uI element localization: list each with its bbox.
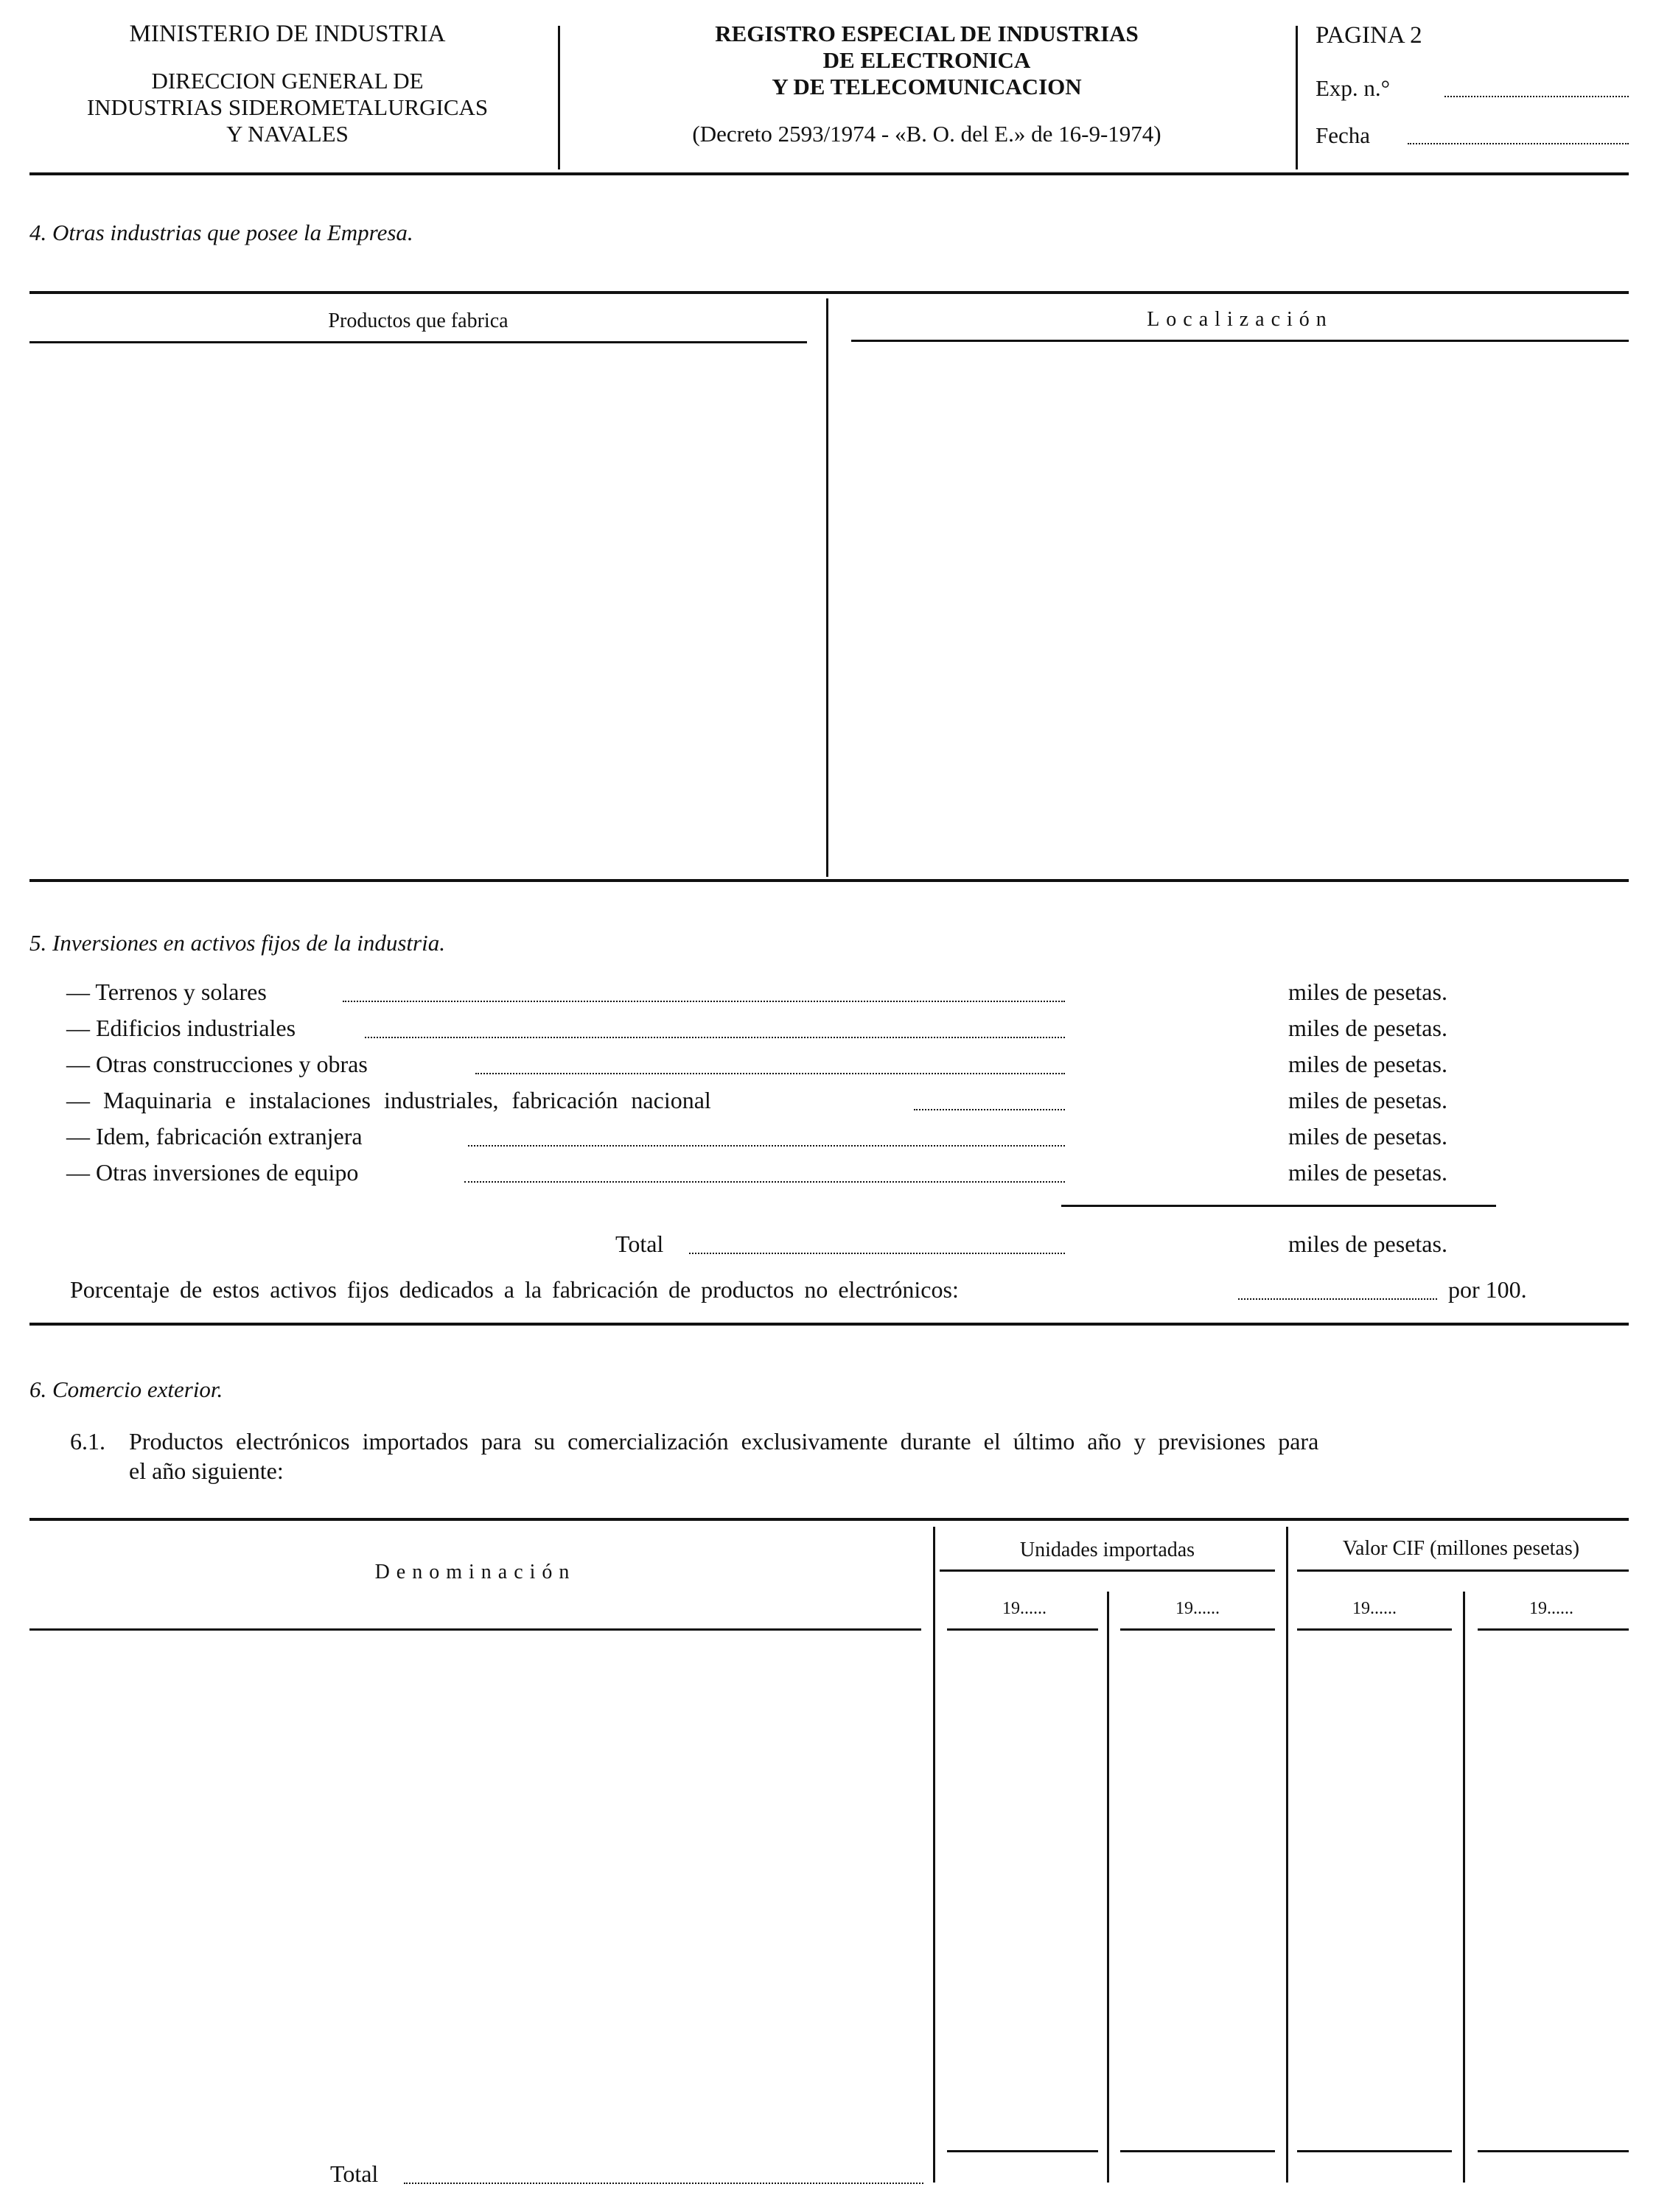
section-4-bottom-rule — [29, 879, 1629, 882]
imports-total-leader — [404, 2183, 923, 2184]
investment-value-field[interactable] — [468, 1145, 1065, 1147]
imports-total-label: Total — [330, 2160, 379, 2187]
percentage-value-field[interactable] — [1238, 1298, 1437, 1300]
total-sum-rule — [1061, 1205, 1496, 1207]
total-unit: miles de pesetas. — [1288, 1231, 1447, 1257]
investment-label: — Otras construcciones y obras — [66, 1051, 368, 1077]
header-rule — [29, 172, 1629, 175]
products-input-area[interactable] — [29, 346, 818, 873]
total-value-field[interactable] — [689, 1253, 1065, 1254]
year-value-1-rule — [1297, 1628, 1452, 1631]
subsection-text-line-1: Productos electrónicos importados para su comercialización exclusivamente durante el último año y previsiones para — [129, 1428, 1319, 1455]
investment-label: — Otras inversiones de equipo — [66, 1159, 359, 1186]
value-header-rule — [1297, 1569, 1629, 1572]
value-year-divider — [1463, 1592, 1465, 2183]
section-4-title: 4. Otras industrias que posee la Empresa. — [29, 220, 413, 245]
section-4-table-top-rule — [29, 291, 1629, 294]
section-6-title: 6. Comercio exterior. — [29, 1376, 223, 1402]
investment-label: — Terrenos y solares — [66, 979, 267, 1005]
decree-reference: (Decreto 2593/1974 - «B. O. del E.» de 16-9-1974) — [692, 121, 1161, 147]
products-header-rule — [29, 341, 807, 343]
investment-value-field[interactable] — [475, 1073, 1065, 1074]
fecha-label: Fecha — [1316, 122, 1371, 148]
register-title-1: REGISTRO ESPECIAL DE INDUSTRIAS — [715, 21, 1139, 46]
column-header-cif-value: Valor CIF (millones pesetas) — [1342, 1537, 1580, 1560]
year-units-1-rule — [947, 1628, 1098, 1631]
investment-value-field[interactable] — [343, 1001, 1065, 1002]
investment-label: — Maquinaria e instalaciones industriales, fabricación nacional — [66, 1087, 711, 1113]
fecha-field[interactable] — [1408, 143, 1629, 144]
year-units-2-rule — [1120, 1628, 1275, 1631]
investment-unit: miles de pesetas. — [1288, 1123, 1447, 1149]
investment-value-field[interactable] — [464, 1181, 1065, 1183]
direction-line-1: DIRECCION GENERAL DE — [151, 68, 424, 94]
section-6-table-top-rule — [29, 1518, 1629, 1521]
register-title-3: Y DE TELECOMUNICACION — [772, 74, 1082, 99]
investment-unit: miles de pesetas. — [1288, 979, 1447, 1005]
denominacion-input-area[interactable] — [29, 1636, 929, 2144]
page-number: PAGINA 2 — [1316, 22, 1422, 49]
year-units-1: 19...... — [1002, 1599, 1047, 1618]
ministry-name: MINISTERIO DE INDUSTRIA — [129, 21, 446, 47]
units-header-rule — [940, 1569, 1275, 1572]
register-title-2: DE ELECTRONICA — [822, 47, 1031, 73]
year-value-1: 19...... — [1352, 1599, 1397, 1618]
investment-value-field[interactable] — [365, 1037, 1065, 1038]
column-header-denominacion: Denominación — [374, 1561, 576, 1583]
investment-label: — Idem, fabricación extranjera — [66, 1123, 363, 1149]
investment-unit: miles de pesetas. — [1288, 1087, 1447, 1113]
total-units-1-rule — [947, 2150, 1098, 2152]
exp-label: Exp. n.° — [1316, 75, 1391, 101]
direction-line-2: INDUSTRIAS SIDEROMETALURGICAS — [86, 94, 489, 120]
header-divider-left — [558, 26, 560, 169]
total-value-1-rule — [1297, 2150, 1452, 2152]
year-value-2-rule — [1478, 1628, 1629, 1631]
total-units-2-rule — [1120, 2150, 1275, 2152]
direction-line-3: Y NAVALES — [226, 121, 349, 147]
percentage-label: Porcentaje de estos activos fijos dedicados a la fabricación de productos no electrónicos: — [70, 1276, 959, 1303]
column-header-products: Productos que fabrica — [328, 309, 509, 332]
total-value-2-rule — [1478, 2150, 1629, 2152]
investment-unit: miles de pesetas. — [1288, 1051, 1447, 1077]
location-header-rule — [851, 340, 1629, 342]
units-year-1-input-area[interactable] — [940, 1636, 1102, 2144]
location-input-area[interactable] — [840, 346, 1629, 873]
header-divider-right — [1296, 26, 1298, 169]
units-year-2-input-area[interactable] — [1114, 1636, 1280, 2144]
investment-value-field[interactable] — [914, 1109, 1065, 1110]
investment-label: — Edificios industriales — [66, 1015, 296, 1041]
section-4-column-divider — [826, 298, 828, 877]
exp-number-field[interactable] — [1444, 96, 1629, 97]
year-value-2: 19...... — [1529, 1599, 1573, 1618]
investment-unit: miles de pesetas. — [1288, 1015, 1447, 1041]
column-header-location: Localización — [1147, 308, 1333, 331]
section-5-bottom-rule — [29, 1323, 1629, 1326]
value-year-2-input-area[interactable] — [1470, 1636, 1629, 2144]
percentage-unit: por 100. — [1448, 1276, 1527, 1303]
total-label: Total — [615, 1231, 664, 1257]
column-header-units-imported: Unidades importadas — [1019, 1539, 1195, 1561]
year-units-2: 19...... — [1175, 1599, 1220, 1618]
units-value-divider — [1286, 1527, 1288, 2183]
denominacion-header-rule — [29, 1628, 921, 1631]
subsection-text-line-2: el año siguiente: — [129, 1457, 284, 1484]
subsection-number: 6.1. — [70, 1428, 105, 1455]
investment-unit: miles de pesetas. — [1288, 1159, 1447, 1186]
section-5-title: 5. Inversiones en activos fijos de la industria. — [29, 930, 445, 956]
denominacion-divider — [933, 1527, 935, 2183]
units-year-divider — [1107, 1592, 1109, 2183]
value-year-1-input-area[interactable] — [1293, 1636, 1457, 2144]
